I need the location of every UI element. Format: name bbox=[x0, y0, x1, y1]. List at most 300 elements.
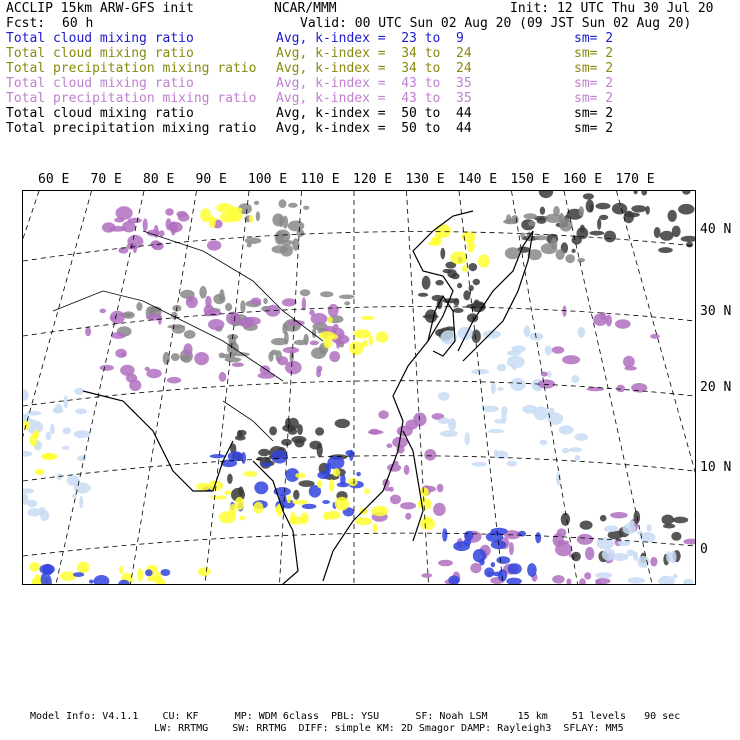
field-blob bbox=[552, 575, 564, 584]
field-blob bbox=[196, 483, 210, 491]
field-blob bbox=[400, 502, 416, 509]
field-blob bbox=[470, 563, 481, 573]
lon-label: 100 E bbox=[248, 172, 288, 187]
field-blob bbox=[122, 221, 136, 232]
field-blob bbox=[256, 211, 260, 221]
field-blob bbox=[311, 347, 326, 359]
field-blob bbox=[167, 325, 185, 329]
lat-label: 40 N bbox=[700, 222, 732, 237]
legend-sm: sm= 2 bbox=[574, 31, 614, 46]
field-blob bbox=[562, 448, 570, 453]
field-blob bbox=[316, 366, 322, 372]
field-blob bbox=[43, 453, 56, 459]
field-blob bbox=[604, 525, 619, 532]
field-blob bbox=[227, 342, 239, 355]
field-blob bbox=[245, 237, 262, 244]
field-blob bbox=[210, 496, 227, 500]
field-blob bbox=[577, 534, 594, 545]
field-blob bbox=[545, 345, 552, 355]
field-blob bbox=[186, 296, 198, 308]
field-blob bbox=[121, 353, 126, 358]
field-blob bbox=[57, 473, 63, 480]
field-blob bbox=[442, 528, 447, 541]
field-blob bbox=[681, 236, 695, 242]
field-blob bbox=[618, 541, 631, 546]
field-blob bbox=[303, 206, 309, 210]
lon-label: 80 E bbox=[143, 172, 175, 187]
init-time: Init: 12 UTC Thu 30 Jul 20 bbox=[510, 1, 714, 16]
field-blob bbox=[578, 327, 586, 338]
field-blob bbox=[257, 457, 264, 461]
field-blob bbox=[323, 512, 329, 521]
field-blob bbox=[577, 227, 589, 239]
legend-sm: sm= 2 bbox=[574, 76, 614, 91]
field-blob bbox=[74, 430, 91, 438]
field-blob bbox=[79, 496, 83, 508]
field-blob bbox=[178, 213, 190, 222]
field-blob bbox=[540, 207, 545, 215]
legend-sm: sm= 2 bbox=[574, 121, 614, 136]
field-blob bbox=[27, 508, 41, 516]
field-blob bbox=[364, 488, 370, 494]
field-blob bbox=[75, 408, 87, 414]
lat-label: 10 N bbox=[700, 460, 732, 475]
legend-row bbox=[6, 92, 734, 106]
field-blob bbox=[254, 481, 268, 494]
field-blob bbox=[258, 449, 270, 456]
field-blob bbox=[670, 551, 677, 564]
lon-label: 60 E bbox=[38, 172, 70, 187]
field-blob bbox=[208, 319, 224, 330]
field-blob bbox=[369, 335, 374, 345]
org-label: NCAR/MMM bbox=[274, 1, 337, 16]
field-blob bbox=[325, 463, 331, 475]
field-blob bbox=[443, 269, 452, 273]
field-blob bbox=[424, 449, 436, 461]
model-info-line2: LW: RRTMG SW: RRTMG DIFF: simple KM: 2D Smagor DAMP: Rayleigh3 SFLAY: MM5 bbox=[154, 723, 624, 734]
field-blob bbox=[322, 500, 330, 504]
field-blob bbox=[440, 430, 458, 437]
field-blob bbox=[329, 479, 335, 492]
field-blob bbox=[263, 298, 267, 304]
field-blob bbox=[229, 207, 242, 213]
field-blob bbox=[111, 332, 126, 339]
field-blob bbox=[60, 571, 77, 581]
field-blob bbox=[413, 413, 426, 427]
field-blob bbox=[62, 446, 70, 450]
longitude-gridline bbox=[23, 191, 92, 584]
field-blob bbox=[137, 568, 143, 581]
field-blob bbox=[482, 406, 499, 412]
field-blob bbox=[624, 212, 640, 217]
field-blob bbox=[464, 531, 473, 541]
field-blob bbox=[562, 355, 580, 364]
field-blob bbox=[580, 521, 593, 530]
field-blob bbox=[534, 235, 547, 240]
field-blob bbox=[355, 517, 372, 525]
field-blob bbox=[46, 432, 52, 440]
field-blob bbox=[527, 563, 537, 577]
field-blob bbox=[683, 579, 693, 584]
field-blob bbox=[454, 298, 460, 306]
legend-avg: Avg, k-index = 43 to 35 bbox=[276, 91, 472, 106]
legend-avg: Avg, k-index = 50 to 44 bbox=[276, 106, 472, 121]
field-blob bbox=[673, 517, 689, 524]
field-blob bbox=[232, 362, 244, 367]
map-canvas bbox=[23, 191, 695, 584]
fcst-value: 60 h bbox=[62, 16, 94, 31]
field-blob bbox=[541, 243, 558, 254]
field-blob bbox=[646, 206, 650, 215]
field-blob bbox=[458, 327, 473, 340]
field-blob bbox=[453, 308, 464, 313]
field-blob bbox=[317, 480, 322, 488]
field-blob bbox=[136, 302, 142, 311]
field-blob bbox=[23, 489, 34, 494]
field-blob bbox=[102, 222, 116, 232]
field-blob bbox=[555, 543, 572, 557]
legend-row bbox=[6, 47, 734, 61]
field-blob bbox=[300, 289, 311, 296]
lat-label: 20 N bbox=[700, 380, 732, 395]
field-blob bbox=[612, 203, 627, 215]
field-blob bbox=[497, 364, 507, 372]
plot-title: ACCLIP 15km ARW-GFS init bbox=[6, 1, 194, 16]
legend-row bbox=[6, 107, 734, 121]
field-blob bbox=[114, 218, 124, 223]
field-blob bbox=[678, 204, 694, 215]
field-blob bbox=[147, 575, 161, 582]
field-blob bbox=[668, 210, 677, 222]
field-blob bbox=[539, 191, 553, 198]
field-blob bbox=[547, 371, 551, 378]
field-blob bbox=[344, 301, 350, 305]
field-blob bbox=[671, 532, 681, 541]
field-blob bbox=[616, 385, 625, 392]
field-blob bbox=[356, 472, 361, 477]
field-blob bbox=[491, 562, 495, 567]
field-blob bbox=[512, 365, 517, 370]
legend-avg: Avg, k-index = 23 to 9 bbox=[276, 31, 464, 46]
field-blob bbox=[291, 436, 306, 443]
field-blob bbox=[624, 366, 637, 370]
field-blob bbox=[389, 487, 394, 492]
field-blob bbox=[240, 300, 245, 313]
field-blob bbox=[473, 279, 480, 285]
field-blob bbox=[575, 433, 589, 441]
field-blob bbox=[579, 206, 584, 216]
field-blob bbox=[271, 450, 288, 463]
field-blob bbox=[405, 513, 411, 520]
field-blob bbox=[378, 410, 389, 419]
field-blob bbox=[586, 199, 594, 212]
field-blob bbox=[647, 524, 652, 531]
legend-sm: sm= 2 bbox=[574, 106, 614, 121]
field-blob bbox=[547, 413, 563, 425]
field-blob bbox=[585, 547, 594, 560]
field-blob bbox=[448, 418, 456, 431]
field-blob bbox=[589, 231, 604, 236]
field-blob bbox=[683, 539, 695, 545]
coastline-india bbox=[83, 391, 233, 491]
field-blob bbox=[62, 427, 71, 434]
legend-sm: sm= 2 bbox=[574, 46, 614, 61]
field-blob bbox=[180, 355, 190, 361]
field-blob bbox=[272, 213, 284, 226]
field-blob bbox=[637, 531, 643, 535]
field-blob bbox=[658, 576, 675, 584]
field-blob bbox=[457, 283, 462, 288]
field-blob bbox=[433, 503, 446, 516]
field-blob bbox=[610, 512, 628, 518]
field-blob bbox=[165, 208, 174, 216]
field-blob bbox=[227, 474, 233, 484]
field-blob bbox=[161, 569, 171, 576]
field-blob bbox=[247, 243, 252, 248]
field-blob bbox=[574, 455, 580, 461]
field-blob bbox=[50, 424, 55, 435]
field-blob bbox=[506, 578, 521, 584]
field-blob bbox=[658, 247, 673, 253]
field-blob bbox=[287, 495, 291, 503]
field-blob bbox=[373, 523, 378, 532]
field-blob bbox=[637, 556, 649, 568]
field-blob bbox=[253, 502, 263, 514]
field-blob bbox=[421, 573, 432, 578]
legend-field: Total cloud mixing ratio bbox=[6, 46, 194, 61]
field-blob bbox=[183, 343, 192, 355]
field-blob bbox=[40, 564, 55, 574]
field-blob bbox=[556, 249, 565, 260]
field-blob bbox=[282, 298, 297, 306]
field-blob bbox=[501, 406, 507, 415]
legend-field: Total precipitation mixing ratio bbox=[6, 61, 257, 76]
field-blob bbox=[631, 205, 646, 212]
field-blob bbox=[654, 227, 661, 238]
field-blob bbox=[280, 244, 293, 256]
field-blob bbox=[562, 306, 566, 317]
field-blob bbox=[35, 469, 45, 475]
field-blob bbox=[254, 201, 259, 205]
field-blob bbox=[634, 191, 638, 194]
valid-time: Valid: 00 UTC Sun 02 Aug 20 (09 JST Sun 02 Aug 20) bbox=[300, 16, 692, 31]
field-blob bbox=[418, 293, 428, 297]
field-blob bbox=[509, 542, 514, 555]
field-blob bbox=[508, 563, 522, 574]
field-blob bbox=[682, 191, 690, 195]
field-blob bbox=[34, 430, 40, 439]
legend-avg: Avg, k-index = 43 to 35 bbox=[276, 76, 472, 91]
field-blob bbox=[251, 298, 262, 306]
field-blob bbox=[491, 382, 496, 395]
field-blob bbox=[662, 515, 674, 525]
field-blob bbox=[110, 311, 125, 324]
field-blob bbox=[309, 441, 321, 450]
legend-field: Total cloud mixing ratio bbox=[6, 31, 194, 46]
field-blob bbox=[288, 203, 298, 208]
coastline-philippines bbox=[403, 431, 423, 541]
field-blob bbox=[472, 330, 481, 343]
field-blob bbox=[390, 495, 401, 505]
field-blob bbox=[339, 295, 355, 300]
field-blob bbox=[220, 212, 236, 223]
legend-field: Total cloud mixing ratio bbox=[6, 76, 194, 91]
field-blob bbox=[40, 510, 49, 521]
field-blob bbox=[23, 451, 32, 457]
field-blob bbox=[462, 265, 467, 273]
border-3 bbox=[223, 401, 273, 441]
field-blob bbox=[119, 566, 123, 574]
field-blob bbox=[633, 551, 638, 561]
field-blob bbox=[387, 464, 401, 472]
field-blob bbox=[171, 222, 176, 236]
field-blob bbox=[559, 425, 574, 434]
field-blob bbox=[484, 567, 494, 577]
field-blob bbox=[319, 331, 335, 339]
field-blob bbox=[269, 426, 277, 435]
legend-row bbox=[6, 122, 734, 136]
field-blob bbox=[524, 325, 531, 337]
field-blob bbox=[604, 231, 616, 243]
legend-avg: Avg, k-index = 34 to 24 bbox=[276, 61, 472, 76]
field-blob bbox=[569, 447, 582, 452]
field-blob bbox=[540, 440, 548, 446]
field-blob bbox=[268, 352, 273, 362]
field-blob bbox=[497, 387, 503, 391]
field-blob bbox=[559, 213, 565, 225]
field-blob bbox=[471, 369, 489, 375]
field-blob bbox=[184, 330, 196, 339]
field-blob bbox=[660, 231, 674, 241]
field-blob bbox=[623, 356, 635, 368]
latitude-gridline bbox=[23, 456, 695, 481]
field-blob bbox=[146, 369, 161, 379]
field-blob bbox=[369, 429, 380, 435]
legend-sm: sm= 2 bbox=[574, 91, 614, 106]
field-blob bbox=[650, 557, 657, 567]
field-blob bbox=[238, 430, 247, 436]
field-blob bbox=[328, 304, 339, 317]
field-blob bbox=[210, 454, 226, 458]
field-blob bbox=[243, 471, 257, 477]
field-blob bbox=[583, 193, 594, 199]
field-blob bbox=[167, 377, 181, 384]
field-blob bbox=[302, 297, 306, 310]
field-blob bbox=[354, 329, 371, 338]
field-blob bbox=[209, 217, 216, 228]
longitude-gridline bbox=[407, 191, 429, 584]
lon-label: 70 E bbox=[90, 172, 122, 187]
model-info-line1: Model Info: V4.1.1 CU: KF MP: WDM 6class PBL: YSU SF: Noah LSM 15 km 51 levels 90 sec bbox=[30, 711, 681, 722]
field-blob bbox=[686, 242, 693, 248]
field-blob bbox=[283, 347, 299, 353]
field-blob bbox=[553, 206, 560, 216]
field-blob bbox=[320, 291, 333, 297]
field-blob bbox=[222, 354, 235, 359]
field-blob bbox=[335, 497, 350, 511]
field-blob bbox=[279, 199, 287, 208]
field-blob bbox=[249, 215, 253, 223]
field-blob bbox=[435, 233, 441, 240]
field-blob bbox=[627, 577, 645, 583]
field-blob bbox=[464, 432, 470, 445]
field-blob bbox=[145, 569, 153, 576]
field-blob bbox=[281, 439, 292, 446]
field-blob bbox=[595, 572, 612, 578]
field-blob bbox=[496, 556, 510, 564]
field-blob bbox=[478, 254, 490, 267]
field-blob bbox=[85, 327, 91, 336]
lon-label: 120 E bbox=[353, 172, 393, 187]
legend-row bbox=[6, 32, 734, 46]
field-blob bbox=[288, 221, 305, 232]
field-blob bbox=[362, 340, 368, 347]
field-blob bbox=[438, 392, 450, 401]
field-blob bbox=[52, 407, 63, 414]
field-blob bbox=[566, 578, 571, 584]
field-blob bbox=[225, 303, 232, 311]
field-blob bbox=[26, 411, 41, 416]
field-blob bbox=[271, 338, 288, 345]
field-blob bbox=[528, 221, 535, 227]
field-blob bbox=[438, 560, 453, 567]
field-blob bbox=[535, 532, 541, 543]
legend-avg: Avg, k-index = 50 to 44 bbox=[276, 121, 472, 136]
field-blob bbox=[294, 340, 308, 345]
field-blob bbox=[450, 251, 467, 264]
field-blob bbox=[650, 334, 660, 339]
legend-field: Total precipitation mixing ratio bbox=[6, 121, 257, 136]
field-blob bbox=[538, 379, 555, 388]
field-blob bbox=[310, 341, 319, 346]
field-blob bbox=[571, 375, 579, 383]
field-blob bbox=[623, 523, 636, 534]
field-blob bbox=[94, 575, 110, 584]
field-blob bbox=[488, 429, 504, 433]
field-blob bbox=[224, 490, 231, 495]
field-blob bbox=[469, 285, 474, 291]
field-blob bbox=[29, 562, 40, 572]
field-blob bbox=[100, 309, 107, 314]
lon-label: 130 E bbox=[405, 172, 445, 187]
field-blob bbox=[348, 478, 358, 486]
field-blob bbox=[262, 462, 272, 467]
field-blob bbox=[275, 230, 290, 243]
field-blob bbox=[243, 317, 261, 326]
map-panel bbox=[22, 190, 696, 585]
field-blob bbox=[561, 513, 570, 526]
field-blob bbox=[486, 532, 503, 543]
field-blob bbox=[597, 218, 601, 230]
field-blob bbox=[453, 541, 470, 551]
field-blob bbox=[468, 263, 477, 271]
field-blob bbox=[235, 435, 246, 440]
field-blob bbox=[295, 473, 305, 479]
field-blob bbox=[522, 405, 537, 414]
legend-sm: sm= 2 bbox=[574, 61, 614, 76]
field-blob bbox=[349, 341, 363, 355]
field-blob bbox=[565, 254, 575, 263]
field-blob bbox=[171, 353, 180, 361]
field-blob bbox=[199, 286, 207, 299]
legend-avg: Avg, k-index = 34 to 24 bbox=[276, 46, 472, 61]
longitude-gridline bbox=[23, 191, 39, 584]
field-blob bbox=[219, 289, 224, 302]
field-blob bbox=[518, 531, 526, 537]
field-blob bbox=[451, 273, 460, 279]
field-blob bbox=[615, 319, 631, 329]
field-blob bbox=[440, 248, 445, 259]
